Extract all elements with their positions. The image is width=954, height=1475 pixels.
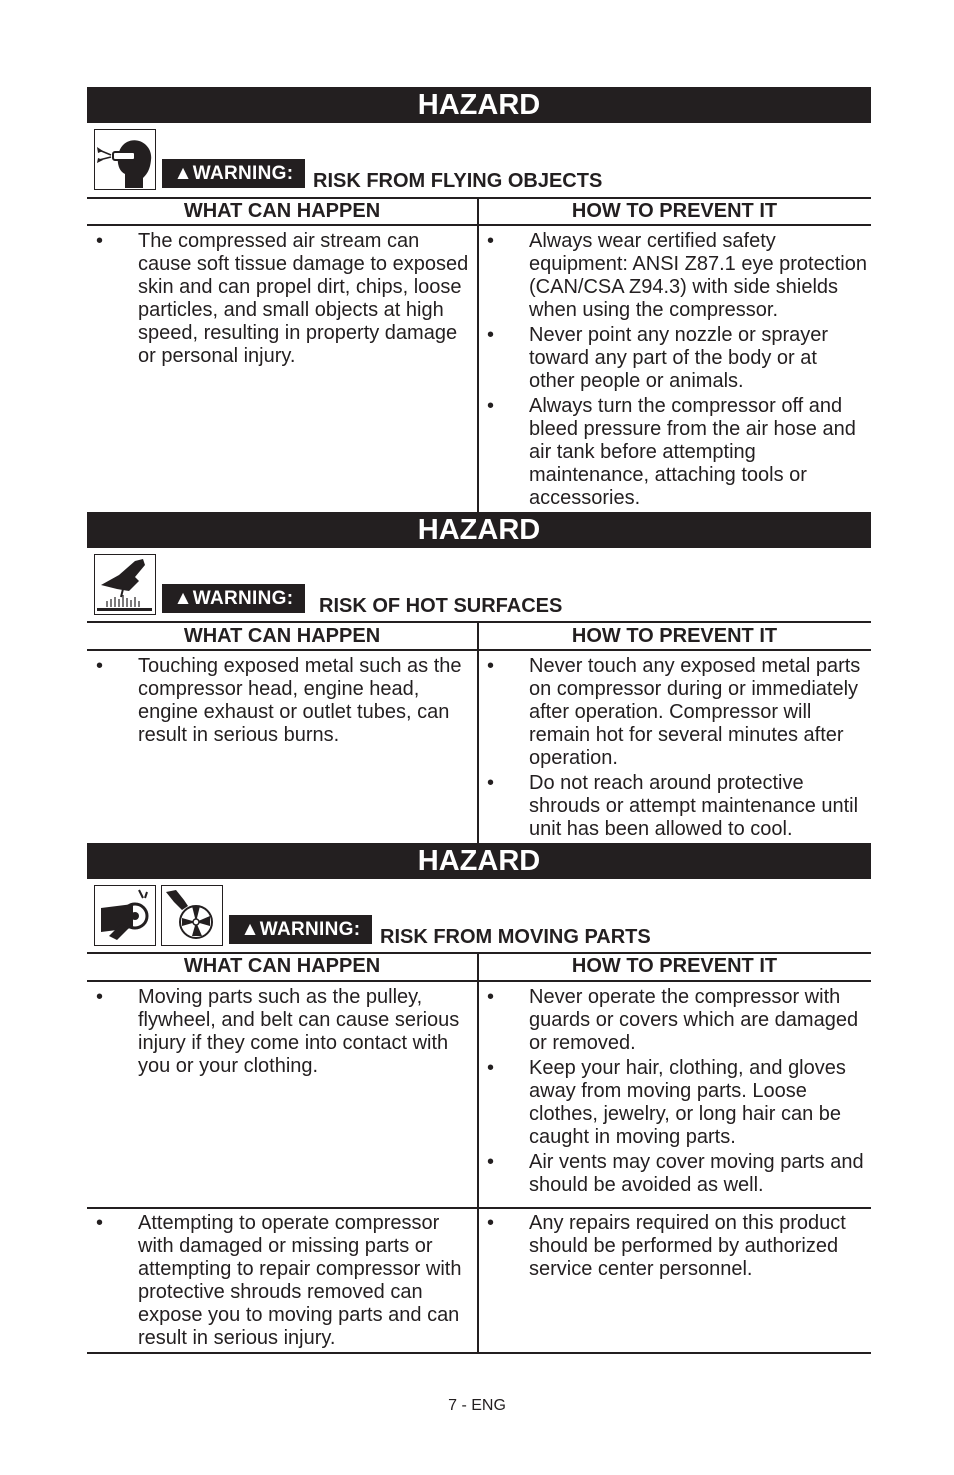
table-rule [87,649,871,651]
what-cell [87,655,471,747]
list-item: • Attempting to operate compressor with damaged or missing parts or attempting to repair compressor with protective shrouds removed can expose you to moving parts and can result in serious injury. [87,1212,471,1350]
column-header-what: WHAT CAN HAPPEN [183,200,381,222]
warning-label: ▲WARNING: [229,915,372,944]
what-cell [87,986,471,1078]
hot-surface-icon [94,554,156,615]
page-number: 7 - ENG [448,1397,506,1414]
table-rule [87,1352,871,1354]
list-item: • Never point any nozzle or sprayer toward any part of the body or at other people or animals. [478,324,868,393]
table-rule [87,952,871,954]
column-header-how: HOW TO PREVENT IT [571,625,778,647]
hazard-banner: HAZARD [87,87,871,123]
risk-title: RISK OF HOT SURFACES [319,595,563,617]
list-item: • Moving parts such as the pulley, flywheel, and belt can cause serious injury if they come into contact with you or your clothing. [87,986,471,1078]
how-cell [478,1212,868,1281]
list-item: • Always turn the compressor off and bleed pressure from the air hose and air tank before attempting maintenance, attaching tools or accessories. [478,395,868,510]
column-header-how: HOW TO PREVENT IT [571,200,778,222]
how-cell [478,655,868,841]
belt-entanglement-icon [94,885,156,946]
warning-label: ▲WARNING: [162,159,305,188]
hazard-banner: HAZARD [87,512,871,548]
what-cell [87,1212,471,1350]
table-rule [87,980,871,982]
risk-title: RISK FROM FLYING OBJECTS [313,170,603,192]
fan-blade-icon [161,885,223,946]
list-item: • The compressed air stream can cause soft tissue damage to exposed skin and can propel dirt, chips, loose particles, and small objects at high speed, resulting in property damage or personal injury. [87,230,471,368]
list-item: • Air vents may cover moving parts and should be avoided as well. [478,1151,868,1197]
list-item: • Do not reach around protective shrouds or attempt maintenance until unit has been allowed to cool. [478,772,868,841]
eye-protection-icon [94,129,156,190]
list-item: • Always wear certified safety equipment: ANSI Z87.1 eye protection (CAN/CSA Z94.3) with side shields when using the compressor. [478,230,868,322]
table-rule [87,621,871,623]
list-item: • Never touch any exposed metal parts on compressor during or immediately after operation. Compressor will remain hot for several minutes after operation. [478,655,868,770]
list-item: • Never operate the compressor with guards or covers which are damaged or removed. [478,986,868,1055]
column-header-what: WHAT CAN HAPPEN [183,625,381,647]
list-item: • Touching exposed metal such as the compressor head, engine head, engine exhaust or outlet tubes, can result in serious burns. [87,655,471,747]
warning-triangle-icon: ▲ [240,919,260,940]
column-header-how: HOW TO PREVENT IT [571,955,778,977]
how-cell [478,230,868,510]
warning-label: ▲WARNING: [162,584,305,613]
warning-triangle-icon: ▲ [173,588,193,609]
hazard-banner: HAZARD [87,843,871,879]
risk-title: RISK FROM MOVING PARTS [380,926,651,948]
table-rule [87,1207,871,1209]
how-cell [478,986,868,1197]
table-rule [87,197,871,199]
list-item: • Any repairs required on this product should be performed by authorized service center personnel. [478,1212,868,1281]
what-cell [87,230,471,368]
warning-triangle-icon: ▲ [173,163,193,184]
column-header-what: WHAT CAN HAPPEN [183,955,381,977]
table-rule [87,224,871,226]
list-item: • Keep your hair, clothing, and gloves away from moving parts. Loose clothes, jewelry, or long hair can be caught in moving parts. [478,1057,868,1149]
